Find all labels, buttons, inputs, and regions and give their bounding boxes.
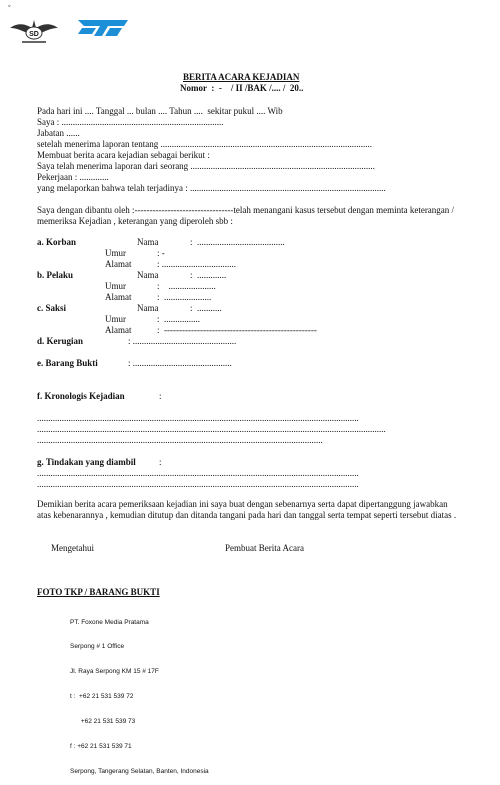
brand-logo-icon xyxy=(74,18,132,38)
intro-line-6: Saya telah menerima laporan dari seorang .................................................................................. xyxy=(37,161,375,171)
kronologis-line-1: ............................................................................................................................................... xyxy=(37,413,359,423)
logo-sd-text: SD xyxy=(29,31,39,38)
pelaku-alamat-key: Alamat xyxy=(105,292,132,302)
pelaku-alamat-value: : ..................... xyxy=(157,292,212,302)
footer-line: Jl. Raya Serpong KM 15 # 17F xyxy=(70,668,159,676)
intro-line-1: Pada hari ini .... Tanggal ... bulan .... Tahun .... sekitar pukul .... Wib xyxy=(37,106,283,116)
pelaku-umur-value: : ..................... xyxy=(157,281,216,291)
pelaku-umur-key: Umur xyxy=(105,281,126,291)
barang-bukti-value: : ............................................ xyxy=(128,358,232,368)
intro-line-4: setelah menerima laporan tentang .............................................................................................. xyxy=(37,139,372,149)
intro-line-5: Membuat berita acara kejadian sebagai berikut : xyxy=(37,150,210,160)
intro-line-7: Pekerjaan : ............. xyxy=(37,172,109,182)
body-paragraph: Saya dengan dibantu oleh :---------------------------------telah menangani kasus tersebut dengan meminta keterangan / memeriksa Kejadian , keterangan yang diperoleh sbb : xyxy=(37,205,455,226)
korban-umur-key: Umur xyxy=(105,248,126,258)
pelaku-nama-key: Nama xyxy=(137,270,159,280)
section-barang-bukti-label: e. Barang Bukti xyxy=(37,358,98,368)
korban-nama-value: : ....................................... xyxy=(190,237,285,247)
footer-line: f : +62 21 531 539 71 xyxy=(70,743,132,751)
foto-heading: FOTO TKP / BARANG BUKTI xyxy=(37,587,160,597)
eagle-logo-icon xyxy=(8,10,60,48)
kerugian-value: : .............................................. xyxy=(128,336,237,346)
saksi-umur-key: Umur xyxy=(105,314,126,324)
intro-line-8: yang melaporkan bahwa telah terjadinya : ....................................................................................... xyxy=(37,183,386,193)
saksi-nama-value: : ........... xyxy=(190,303,222,313)
corner-mark: ˇ xyxy=(8,4,11,13)
signature-right-label: Pembuat Berita Acara xyxy=(225,543,304,553)
tindakan-line-1: ............................................................................................................................................... xyxy=(37,468,359,478)
saksi-umur-value: : ................ xyxy=(157,314,201,324)
korban-nama-key: Nama xyxy=(137,237,159,247)
kronologis-line-3: ............................................................................................................................... xyxy=(37,435,323,445)
tindakan-line-2: ............................................................................................................................................... xyxy=(37,479,359,489)
kronologis-line-2: ........................................................................................................................................................... xyxy=(37,424,386,434)
footer-block xyxy=(70,602,209,785)
closing-paragraph: Demikian berita acara pemeriksaan kejadian ini saya buat dengan sebenarnya serta dapat dipertanggung jawabkan atas kebenarannya , kemudian ditutup dan ditanda tangani pada hari dan tanggal serta tempat seperti tersebut diatas . xyxy=(37,499,457,520)
korban-umur-value: : - xyxy=(157,248,165,258)
document-number: Nomor : - / II /BAK /.... / 20.. xyxy=(180,83,304,93)
saksi-alamat-value: : --------------------------------------------------- xyxy=(157,325,317,335)
tindakan-colon: : xyxy=(159,457,162,467)
footer-line: PT. Foxone Media Pratama xyxy=(70,618,149,626)
section-kronologis-label: f. Kronologis Kejadian xyxy=(37,391,125,401)
section-saksi-label: c. Saksi xyxy=(37,303,67,313)
footer-line: Serpong, Tangerang Selatan, Banten, Indonesia xyxy=(70,767,209,775)
korban-alamat-key: Alamat xyxy=(105,259,132,269)
section-kerugian-label: d. Kerugian xyxy=(37,336,84,346)
kronologis-colon: : xyxy=(159,391,162,401)
footer-line: Serpong # 1 Office xyxy=(70,643,125,651)
korban-alamat-value: : ................................. xyxy=(157,259,237,269)
section-korban-label: a. Korban xyxy=(37,237,77,247)
section-tindakan-label: g. Tindakan yang diambil xyxy=(37,457,136,467)
pelaku-nama-value: : ............. xyxy=(190,270,227,280)
intro-line-2: Saya : ........................................................................ xyxy=(37,117,224,127)
section-pelaku-label: b. Pelaku xyxy=(37,270,74,280)
footer-line: +62 21 531 539 73 xyxy=(70,718,136,726)
intro-line-3: Jabatan ...... xyxy=(37,128,80,138)
document-title: BERITA ACARA KEJADIAN xyxy=(183,72,300,82)
footer-line: t : +62 21 531 539 72 xyxy=(70,693,134,701)
signature-left-label: Mengetahui xyxy=(51,543,94,553)
saksi-nama-key: Nama xyxy=(137,303,159,313)
saksi-alamat-key: Alamat xyxy=(105,325,132,335)
